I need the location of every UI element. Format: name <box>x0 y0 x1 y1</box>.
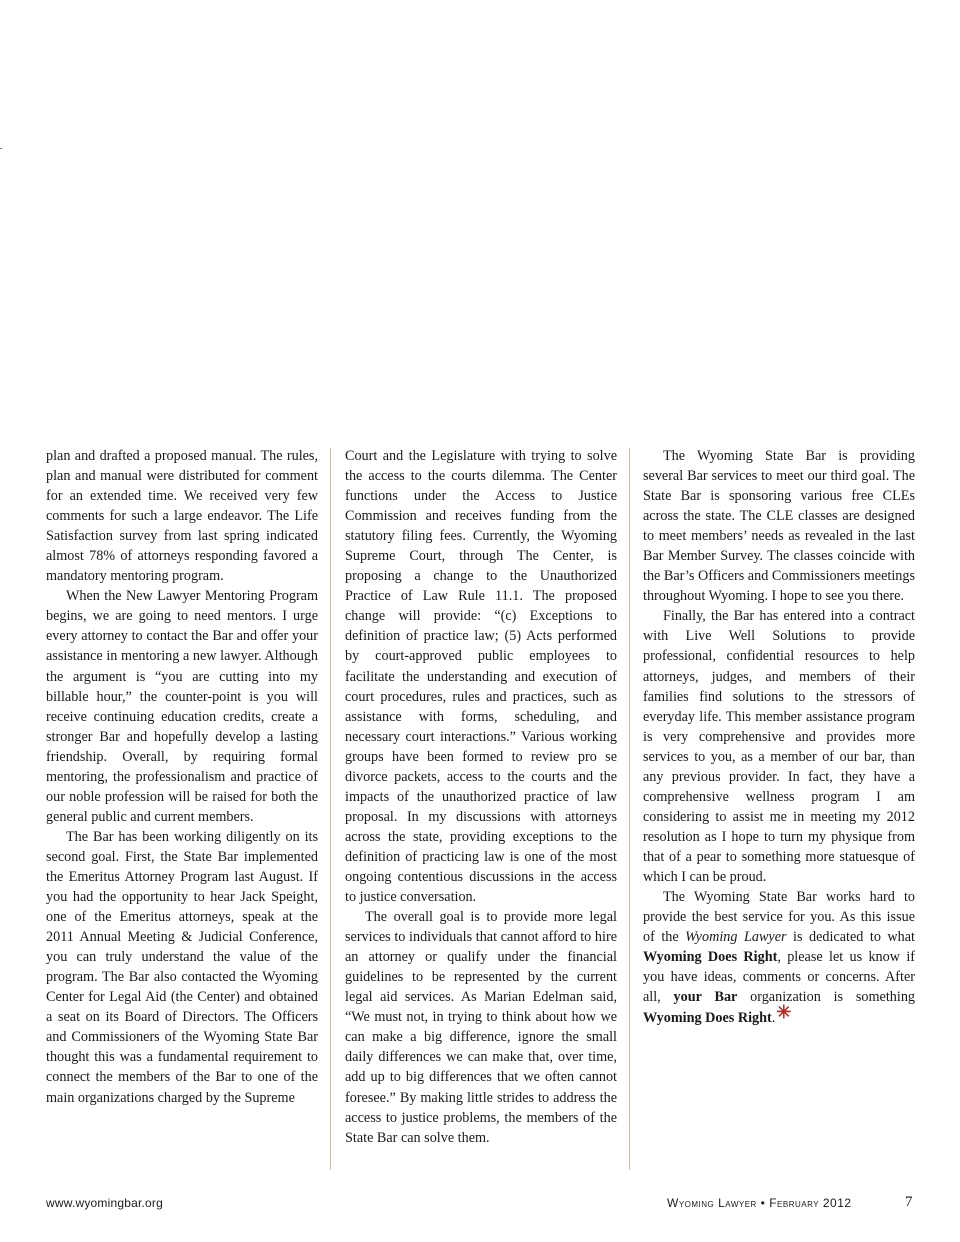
paragraph: The Bar has been working diligently on its second goal. First, the State Bar implemented the Emeritus Attorney Program last August. If you had the opportunity to hear Jack Speight, one of the Emeritus attorneys, speak at the 2011 Annual Meeting & Judicial Conference, you can truly understand the value of the program. The Bar also contacted the Wyoming Center for Legal Aid (the Center) and obtained a seat on its Board of Directors. The Officers and Commissioners of the Wyoming State Bar thought this was a fundamental requirement to connect the members of the Bar to one of the main organizations charged by the Supreme <box>46 828 318 1106</box>
article-column-2 <box>345 446 617 1174</box>
publication-title: Wyoming Lawyer <box>685 929 787 946</box>
paragraph: Court and the Legislature with trying to solve the access to the courts dilemma. The Center functions under the Access to Justice Commission and receives funding from the statutory filing fees. Currently, the Wyoming Supreme Court, through The Center, is proposing a change to the Unauthorized Practice of Law Rule 11.1. The proposed change will provide: “(c) Exceptions to definition of practice law; (5) Acts performed by court-approved public employees to facilitate the understanding and execution of court procedures, rules and practices, such as assistance with forms, scheduling, and necessary court interactions.” Various working groups have been formed to review pro se divorce packets, access to the courts and the impacts of the unauthorized practice of law proposal. In my discussions with attorneys across the state, providing exceptions to the definition of practicing law is one of the most ongoing contentious discussions in the access to justice conversation. <box>345 448 617 906</box>
column-divider <box>330 448 331 1170</box>
issue-theme: Wyoming Does Right <box>643 949 778 966</box>
text-run: organization is something <box>737 989 915 1006</box>
paragraph: The overall goal is to provide more legal services to individuals that cannot afford to hire an attorney or qualify under the financial guidelines to be represented by the current legal aid services. As Marian Edelman said, “We must not, in trying to think about how we can make a big difference, ignore the small daily differences we can make that, over time, add up to big differences that we often cannot foresee.” By making little strides to address the access to justice problems, the members of the State Bar can solve them. <box>345 909 617 1146</box>
paragraph: The Wyoming State Bar is providing several Bar services to meet our third goal. The State Bar is sponsoring various free CLEs across the state. The CLE classes are designed to meet members’ needs as revealed in the last Bar Member Survey. The classes coincide with the Bar’s Officers and Commissioners meetings throughout Wyoming. I hope to see you there. <box>643 448 915 605</box>
issue-theme: Wyoming Does Right <box>643 1010 772 1027</box>
footer-website: www.wyomingbar.org <box>46 1196 163 1210</box>
closing-paragraph <box>643 887 915 1028</box>
page-number: 7 <box>905 1194 913 1210</box>
text-run: . <box>771 1010 776 1027</box>
column-divider <box>629 448 630 1170</box>
end-of-article-icon: ✳ <box>776 1002 792 1023</box>
text-run: , please let us know if you have ideas, comments or concerns. After all, <box>643 949 915 1006</box>
text-run: The Wyoming State Bar works hard to provide the best service for you. As this issue of the <box>643 889 915 946</box>
margin-tick-mark <box>0 148 2 149</box>
article-column-3 <box>643 446 915 1174</box>
page-footer <box>0 1194 960 1214</box>
paragraph: plan and drafted a proposed manual. The rules, plan and manual were distributed for comment for an extended time. We received very few comments for such a large endeavor. The Life Satisfaction survey from last spring indicated almost 78% of attorneys responding favored a mandatory mentoring program. <box>46 448 318 585</box>
emphasis-text: your Bar <box>673 989 738 1006</box>
footer-publication: Wyoming Lawyer • February 2012 <box>667 1196 852 1210</box>
paragraph: When the New Lawyer Mentoring Program begins, we are going to need mentors. I urge every attorney to contact the Bar and offer your assistance in mentoring a new lawyer. Although the argument is “you are cutting into my billable hour,” the counter-point is you will receive continuing education credits, create a stronger Bar and hopefully develop a lasting friendship. Overall, by requiring formal mentoring, the professionalism and practice of our noble profession will be raised for both the general public and current members. <box>46 588 318 825</box>
article-column-1 <box>46 446 318 1174</box>
paragraph: Finally, the Bar has entered into a contract with Live Well Solutions to provide professional, confidential resources to help attorneys, judges, and members of their families find solutions to the stressors of everyday life. This member assistance program is very comprehensive and provides more services to you, as a member of our bar, than any previous provider. In fact, they have a comprehensive wellness program I am considering to assist me in meeting my 2012 resolution as I hope to turn my physique from that of a pear to something more statuesque of which I can be proud. <box>643 608 915 885</box>
text-run: is dedicated to what <box>786 929 915 946</box>
